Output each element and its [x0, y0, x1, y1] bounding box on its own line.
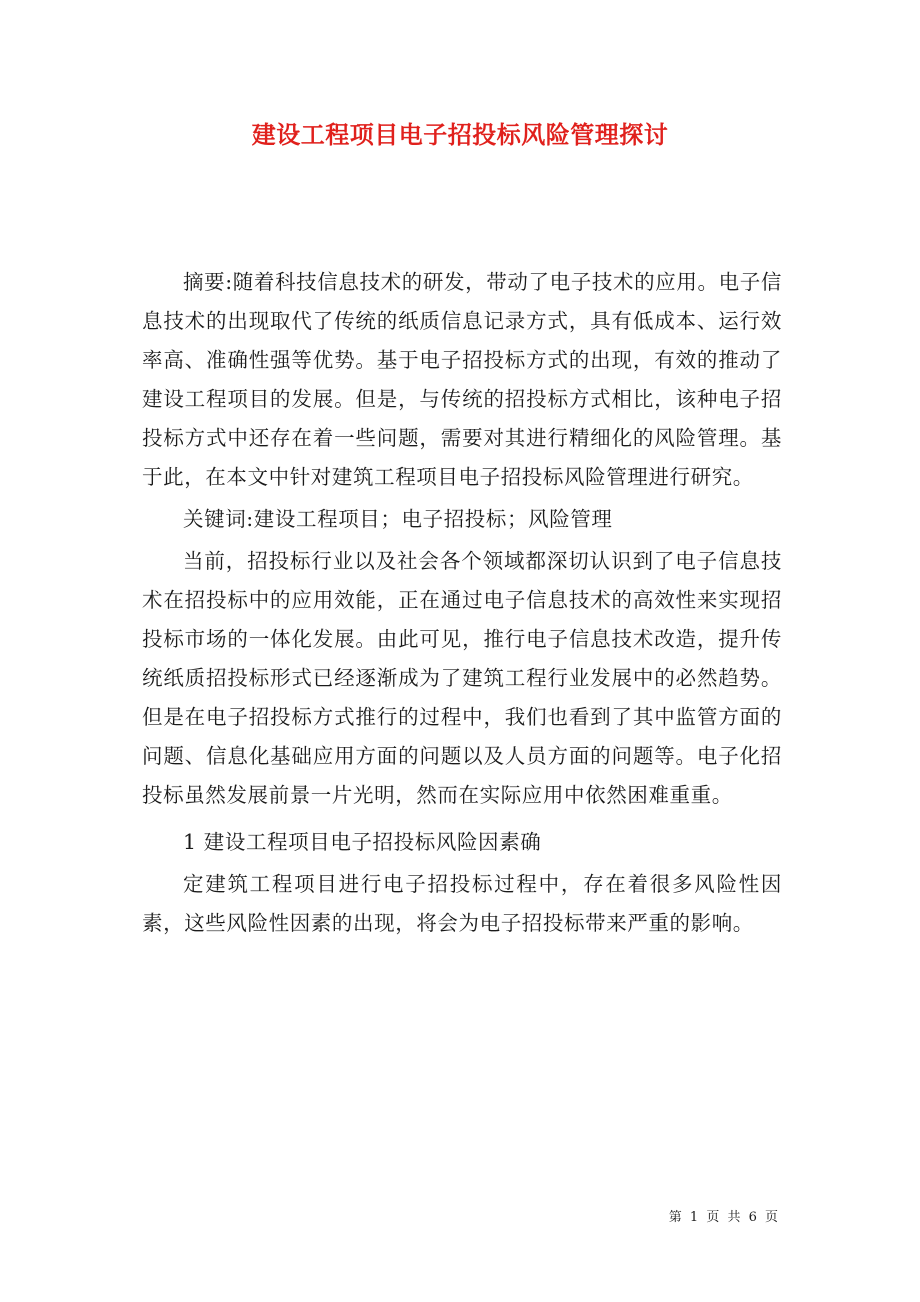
- abstract-paragraph: 摘要:随着科技信息技术的研发，带动了电子技术的应用。电子信息技术的出现取代了传统的纸质信息记录方式，具有低成本、运行效率高、准确性强等优势。基于电子招投标方式的出现，有效的推动了建设工程项目的发展。但是，与传统的招投标方式相比，该种电子招投标方式中还存在着一些问题，需要对其进行精细化的风险管理。基于此，在本文中针对建筑工程项目电子招投标风险管理进行研究。: [142, 270, 782, 489]
- document-title: 建设工程项目电子招投标风险管理探讨: [251, 120, 669, 149]
- page-number: 第 1 页 共 6 页: [668, 1210, 780, 1225]
- document-body: [142, 263, 782, 946]
- section-heading: 1 建设工程项目电子招投标风险因素确: [183, 830, 542, 854]
- intro-paragraph: 当前，招投标行业以及社会各个领域都深切认识到了电子信息技术在招投标中的应用效能，正在通过电子信息技术的高效性来实现招投标市场的一体化发展。由此可见，推行电子信息技术改造，提升传统纸质招投标形式已经逐渐成为了建筑工程行业发展中的必然趋势。但是在电子招投标方式推行的过程中，我们也看到了其中监管方面的问题、信息化基础应用方面的问题以及人员方面的问题等。电子化招投标虽然发展前景一片光明，然而在实际应用中依然困难重重。: [142, 549, 782, 807]
- section-paragraph: 定建筑工程项目进行电子招投标过程中，存在着很多风险性因素，这些风险性因素的出现，将会为电子招投标带来严重的影响。: [142, 872, 782, 935]
- keywords-paragraph: 关键词:建设工程项目；电子招投标；风险管理: [183, 507, 613, 531]
